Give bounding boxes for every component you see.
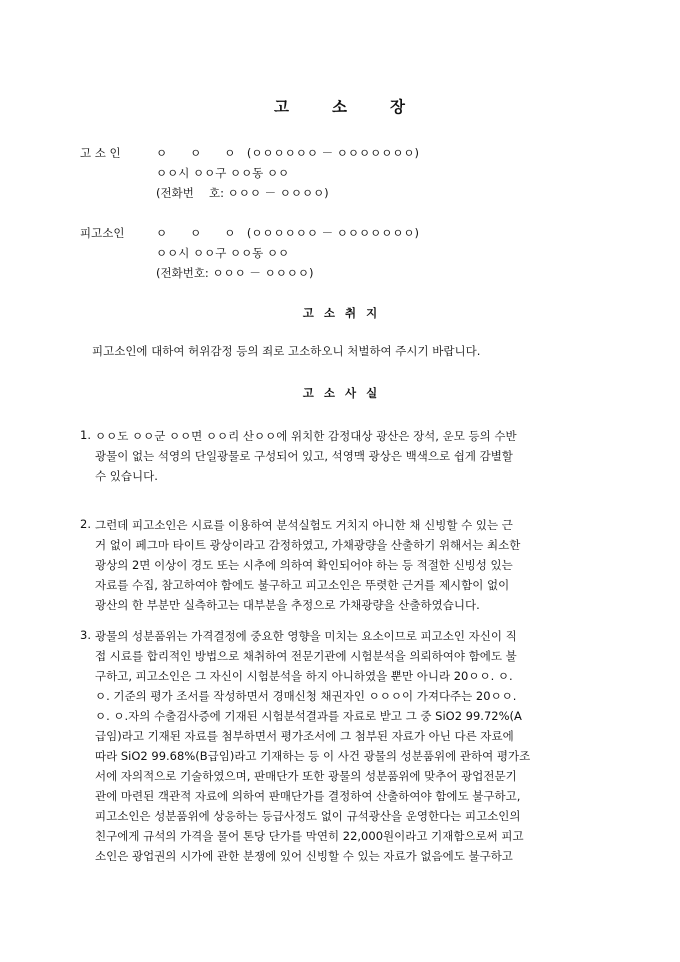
heading-char: 지 (366, 306, 378, 320)
complainant-phone: (전화번 호: ㅇㅇㅇ － ㅇㅇㅇㅇ) (156, 186, 329, 200)
fact-line: 접 시료를 합리적인 방법으로 채취하여 전문기관에 시험분석을 의뢰하여야 함에도 불 (95, 649, 517, 663)
fact-line: ㅇ. 기준의 평가 조서를 작성하면서 경매신청 채권자인 ㅇㅇㅇ이 가져다주는 20ㅇㅇ. (95, 689, 517, 703)
heading-char: 실 (366, 386, 378, 400)
title-char: 소 (332, 98, 348, 116)
document-title (0, 95, 680, 117)
defendant-name: ㅇ ㅇ ㅇ (ㅇㅇㅇㅇㅇㅇ － ㅇㅇㅇㅇㅇㅇㅇ) (156, 226, 420, 240)
fact-line: 따라 SiO2 99.68%(B급임)라고 기재하는 등 이 사건 광물의 성분품위에 관하여 평가조 (95, 749, 531, 763)
fact-line: 소인은 광업권의 시가에 관한 분쟁에 있어 신빙할 수 있는 자료가 없음에도 불구하고 (95, 849, 513, 863)
fact-line: 광산의 한 부분만 실측하고는 대부분을 추정으로 가채광량을 산출하였습니다. (95, 598, 480, 612)
fact-line: 광물이 없는 석영의 단일광물로 구성되어 있고, 석영맥 광상은 백색으로 쉽게 감별할 (95, 449, 513, 463)
fact-line: 서에 자의적으로 기술하였으며, 판매단가 또한 광물의 성분품위에 맞추어 광업전문기 (95, 769, 517, 783)
fact-line: 수 있습니다. (95, 469, 158, 483)
heading-char: 사 (345, 386, 357, 400)
fact-line: 급임)라고 기재된 자료를 첨부하면서 평가조서에 그 첨부된 자료가 아닌 다른 자료에 (95, 729, 514, 743)
heading-char: 고 (302, 386, 314, 400)
heading-char: 소 (323, 386, 335, 400)
defendant-address: ㅇㅇ시 ㅇㅇ구 ㅇㅇ동 ㅇㅇ (156, 246, 290, 260)
defendant-phone: (전화번호: ㅇㅇㅇ － ㅇㅇㅇㅇ) (156, 266, 314, 280)
fact-line: 친구에게 규석의 가격을 물어 톤당 단가를 막연히 22,000원이라고 기재함으로써 피고 (95, 829, 524, 843)
heading-char: 고 (302, 306, 314, 320)
fact-line: 자료를 수집, 참고하여야 함에도 불구하고 피고소인은 뚜렷한 근거를 제시함이 없이 (95, 578, 510, 592)
fact-line: ㅇ. ㅇ.자의 수출검사증에 기재된 시험분석결과를 자료로 받고 그 중 SiO2 99.72%(A (95, 709, 522, 723)
fact-line: 그런데 피고소인은 시료를 이용하여 분석실험도 거치지 아니한 채 신빙할 수 있는 근 (95, 518, 513, 532)
fact-number: 2. (80, 517, 91, 531)
purpose-heading (0, 305, 680, 321)
fact-line: ㅇㅇ도 ㅇㅇ군 ㅇㅇ면 ㅇㅇ리 산ㅇㅇ에 위치한 감정대상 광산은 장석, 운모 등의 수반 (95, 429, 517, 443)
heading-char: 소 (323, 306, 335, 320)
fact-line: 광물의 성분품위는 가격결정에 중요한 영향을 미치는 요소이므로 피고소인 자신이 직 (95, 629, 517, 643)
fact-line: 피고소인은 성분품위에 상응하는 등급사정도 없이 규석광산을 운영한다는 피고소인의 (95, 809, 521, 823)
title-char: 장 (389, 98, 406, 116)
title-char: 고 (274, 98, 290, 116)
defendant-label: 피고소인 (80, 226, 125, 240)
fact-number: 3. (80, 628, 91, 642)
heading-char: 취 (345, 306, 357, 320)
complainant-label: 고 소 인 (80, 146, 121, 160)
fact-number: 1. (80, 428, 91, 442)
complainant-address: ㅇㅇ시 ㅇㅇ구 ㅇㅇ동 ㅇㅇ (156, 166, 290, 180)
fact-line: 광상의 2면 이상이 경도 또는 시추에 의하여 확인되어야 하는 등 적절한 신빙성 있는 (95, 558, 513, 572)
purpose-text: 피고소인에 대하여 허위감정 등의 죄로 고소하오니 처벌하여 주시기 바랍니다. (92, 344, 481, 358)
fact-line: 구하고, 피고소인은 그 자신이 시험분석을 하지 아니하였을 뿐만 아니라 20ㅇㅇ. ㅇ. (95, 669, 513, 683)
fact-line: 거 없이 페그마 타이트 광상이라고 감정하였고, 가채광량을 산출하기 위해서는 최소한 (95, 538, 521, 552)
complainant-name: ㅇ ㅇ ㅇ (ㅇㅇㅇㅇㅇㅇ － ㅇㅇㅇㅇㅇㅇㅇ) (156, 146, 420, 160)
facts-heading (0, 385, 680, 401)
fact-line: 관에 마련된 객관적 자료에 의하여 판매단가를 결정하여 산출하여야 함에도 불구하고, (95, 789, 521, 803)
